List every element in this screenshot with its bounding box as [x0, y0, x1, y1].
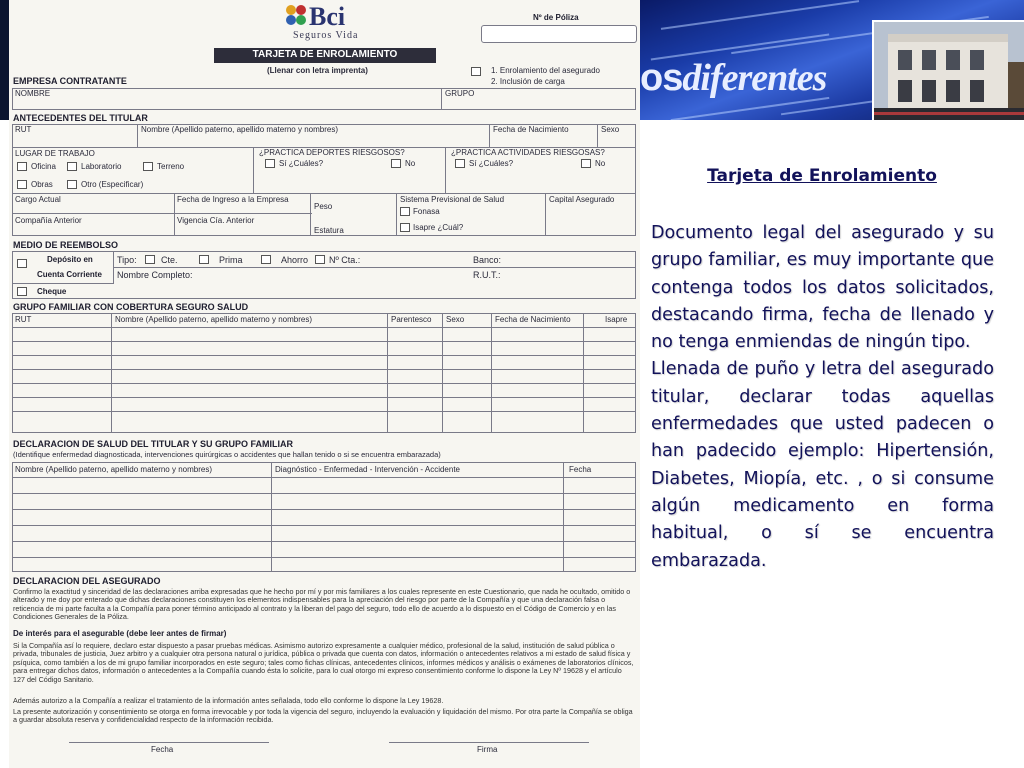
grupo-col-sexo: Sexo — [446, 315, 465, 324]
divider — [174, 193, 175, 236]
grupo-col-rut: RUT — [15, 315, 32, 324]
table-row — [12, 355, 636, 356]
terreno-checkbox[interactable] — [143, 162, 153, 171]
ncta-label: Nº Cta.: — [329, 255, 361, 265]
cheque-label: Cheque — [37, 287, 67, 296]
fecha-signature-line — [69, 742, 269, 743]
fecha-signature-label: Fecha — [151, 745, 174, 754]
divider — [545, 193, 546, 236]
cte-label: Cte. — [161, 255, 178, 265]
divider — [583, 313, 584, 433]
compania-label: Compañía Anterior — [15, 216, 82, 225]
divider — [12, 213, 312, 214]
nombre-completo-label: Nombre Completo: — [117, 270, 193, 280]
firma-signature-label: Firma — [477, 745, 498, 754]
deportes-si-checkbox[interactable] — [265, 159, 275, 168]
grupo-table — [12, 313, 636, 433]
divider — [12, 193, 636, 194]
otro-checkbox[interactable] — [67, 180, 77, 189]
ahorro-label: Ahorro — [281, 255, 309, 265]
table-row — [12, 557, 636, 558]
salud-subtitle: (Identifique enfermedad diagnosticada, intervenciones quirúrgicas o accidentes que hallan tenido o si se encuentra embarazada) — [13, 450, 441, 459]
vigencia-label: Vigencia Cía. Anterior — [177, 216, 255, 225]
deportes-no-checkbox[interactable] — [391, 159, 401, 168]
fonasa-label: Fonasa — [413, 207, 440, 216]
table-row — [12, 397, 636, 398]
table-row — [12, 341, 636, 342]
reembolso-rut-label: R.U.T.: — [473, 270, 501, 280]
divider — [137, 124, 138, 147]
form-subtitle: (Llenar con letra imprenta) — [267, 66, 368, 75]
deposito-checkbox[interactable] — [17, 259, 27, 268]
grupo-col-parentesco: Parentesco — [391, 315, 432, 324]
actividades-no-label: No — [595, 159, 606, 168]
building-icon — [874, 22, 1024, 120]
salud-table — [12, 462, 636, 572]
nombre-label: Nombre (Apellido paterno, apellido materno y nombres) — [141, 125, 338, 134]
capital-label: Capital Asegurado — [549, 195, 615, 204]
prima-checkbox[interactable] — [199, 255, 209, 264]
divider — [387, 313, 388, 433]
divider — [113, 267, 636, 268]
declaracion-p2: Si la Compañía así lo requiere, declaro estar dispuesto a pasar pruebas médicas. Asimismo autorizo expresamente a cualquier médico, profesional de la salud, institución de salud pública o privada, tribunales de justicia, Juez arbitro y a cualquier otra persona natural o jurídica, pública o privada que cuenta con datos, información o antecedentes relativos a mi estado de salud física y psíquica, como también a los de mi grupo familiar incorporados en este seguro; tales como fichas clínicas, antecedentes clínicos, informes médicos y análisis o exámenes de laboratorios clínicos, para entregar dichos datos, información o antecedentes a la Compañía cuando ésta lo solicite, para lo cual otorgo mi expreso consentimiento conforme lo dispone la Ley Nº 19628 y el artículo 127 del Código Sanitario. — [13, 641, 634, 684]
poliza-field[interactable] — [481, 25, 637, 43]
bci-logo-icon — [285, 4, 307, 26]
divider — [253, 147, 254, 193]
ahorro-checkbox[interactable] — [261, 255, 271, 264]
logo-subtitle: Seguros Vida — [293, 30, 359, 41]
empresa-title: EMPRESA CONTRATANTE — [13, 76, 127, 86]
fecha-nac-label: Fecha de Nacimiento — [493, 125, 569, 134]
titular-title: ANTECEDENTES DEL TITULAR — [13, 113, 148, 123]
divider — [310, 193, 311, 236]
table-row — [12, 411, 636, 412]
option-2: 2. Inclusión de carga — [491, 77, 565, 86]
laboratorio-checkbox[interactable] — [67, 162, 77, 171]
divider — [489, 124, 490, 147]
fonasa-checkbox[interactable] — [400, 207, 410, 216]
table-row — [12, 383, 636, 384]
grupo-col-isapre: Isapre — [605, 315, 628, 324]
divider — [597, 124, 598, 147]
cargo-label: Cargo Actual — [15, 195, 61, 204]
reembolso-title: MEDIO DE REEMBOLSO — [13, 240, 119, 250]
grupo-title: GRUPO FAMILIAR CON COBERTURA SEGURO SALUD — [13, 302, 249, 312]
lugar-label: LUGAR DE TRABAJO — [15, 149, 95, 158]
description-text — [651, 220, 994, 575]
option-1: 1. Enrolamiento del asegurado — [491, 66, 600, 75]
paragraph-1: Documento legal del asegurado y su grupo familiar, es muy importante que contenga todos los datos solicitados, destacando firma, fecha de llenado y no tenga enmiendas de ningún tipo. — [651, 223, 994, 353]
fecha-ingreso-label: Fecha de Ingreso a la Empresa — [177, 195, 289, 204]
salud-col-nombre: Nombre (Apellido paterno, apellido materno y nombres) — [15, 465, 212, 474]
empresa-box[interactable] — [12, 88, 636, 110]
isapre-label: Isapre ¿Cuál? — [413, 223, 464, 232]
divider — [491, 313, 492, 433]
cte-checkbox[interactable] — [145, 255, 155, 264]
salud-col-diagnostico: Diagnóstico - Enfermedad - Intervención - Accidente — [275, 465, 460, 474]
ncta-checkbox[interactable] — [315, 255, 325, 264]
deposito-label: Depósito en — [47, 255, 93, 264]
rut-label: RUT — [15, 125, 32, 134]
divider — [442, 313, 443, 433]
declaracion-title: DECLARACION DEL ASEGURADO — [13, 576, 161, 586]
divider — [445, 147, 446, 193]
logo-text: Bci — [309, 2, 346, 31]
cuenta-label: Cuenta Corriente — [37, 270, 102, 279]
left-decor-strip — [0, 0, 9, 120]
divider — [12, 283, 114, 284]
obras-checkbox[interactable] — [17, 180, 27, 189]
banner-tagline — [640, 56, 826, 100]
paragraph-2: Llenada de puño y letra del asegurado titular, declarar todas aquellas enfermedades que usted padecen o han padecido ejemplo: Hipertensión, Diabetes, Miopía, etc. , o si consume algún medicamento en forma habitual, o sí se encuentra embarazada. — [651, 359, 994, 571]
table-row — [12, 327, 636, 328]
table-row — [12, 509, 636, 510]
isapre-checkbox[interactable] — [400, 223, 410, 232]
interes-title: De interés para el asegurable (debe leer antes de firmar) — [13, 629, 227, 638]
table-row — [12, 369, 636, 370]
empresa-grupo-label: GRUPO — [445, 89, 475, 98]
table-row — [12, 541, 636, 542]
estatura-label: Estatura — [314, 226, 344, 235]
tipo-label: Tipo: — [117, 255, 137, 265]
actividades-si-label: Sí ¿Cuáles? — [469, 159, 514, 168]
deportes-label: ¿PRACTICA DEPORTES RIESGOSOS? — [259, 148, 405, 157]
deportes-no-label: No — [405, 159, 416, 168]
divider — [111, 313, 112, 433]
grupo-col-fecha: Fecha de Nacimiento — [495, 315, 571, 324]
declaracion-p3: Además autorizo a la Compañía a realizar el tratamiento de la información antes señalada, todo ello conforme lo dispone la Ley 19628. — [13, 696, 444, 705]
page-title: Tarjeta de Enrolamiento — [707, 166, 937, 186]
declaracion-p4: La presente autorización y consentimiento se otorga en forma irrevocable y por toda la vigencia del seguro, incluyendo la evaluación y liquidación del mismo. Por otra parte la Compañía se obliga a guardar absoluta reserva y confidencialidad respecto de la información recibida. — [13, 707, 633, 725]
deportes-si-label: Sí ¿Cuáles? — [279, 159, 324, 168]
divider — [271, 462, 272, 572]
banner-tagline-a: os — [640, 57, 683, 99]
obras-label: Obras — [31, 180, 53, 189]
cheque-checkbox[interactable] — [17, 287, 27, 296]
actividades-no-checkbox[interactable] — [581, 159, 591, 168]
otro-label: Otro (Especificar) — [81, 180, 144, 189]
declaracion-p1: Confirmo la exactitud y sinceridad de las declaraciones arriba expresadas que he hecho por mí y por mis familiares a los cuales represente en este Cuestionario, que nada he ocultado, omitido o alterado y me doy por enterado que dichas declaraciones constituyen los elementos indispensables para la apreciación del riesgo por parte de la Compañía y que una declaración falsa o reticencia de mi parte faculta a la Compañía para poner término anticipado al contrato y la liberan del pago del seguro, todo ello de acuerdo a lo dispuesto en el Código de Comercio y en las Condiciones Generales de la Póliza. — [13, 587, 631, 622]
building-photo — [872, 20, 1024, 120]
sexo-label: Sexo — [601, 125, 620, 134]
banco-label: Banco: — [473, 255, 502, 265]
oficina-checkbox[interactable] — [17, 162, 27, 171]
actividades-si-checkbox[interactable] — [455, 159, 465, 168]
table-row — [12, 493, 636, 494]
prima-label: Prima — [219, 255, 243, 265]
grupo-col-nombre: Nombre (Apellido paterno, apellido materno y nombres) — [115, 315, 312, 324]
enrollment-form-scan — [9, 0, 640, 768]
terreno-label: Terreno — [157, 162, 185, 171]
divider — [563, 462, 564, 572]
divider — [396, 193, 397, 236]
salud-title: DECLARACION DE SALUD DEL TITULAR Y SU GRUPO FAMILIAR — [13, 439, 294, 449]
poliza-label: Nº de Póliza — [533, 13, 579, 22]
form-title: TARJETA DE ENROLAMIENTO — [214, 48, 436, 63]
banner-tagline-b: diferentes — [682, 57, 827, 99]
peso-label: Peso — [314, 202, 333, 211]
divider — [441, 88, 442, 110]
table-row — [12, 525, 636, 526]
sistema-label: Sistema Previsional de Salud — [400, 195, 505, 204]
actividades-label: ¿PRACTICA ACTIVIDADES RIESGOSAS? — [451, 148, 605, 157]
laboratorio-label: Laboratorio — [81, 162, 122, 171]
firma-signature-line — [389, 742, 589, 743]
empresa-nombre-label: NOMBRE — [15, 89, 51, 98]
salud-col-fecha: Fecha — [569, 465, 592, 474]
oficina-label: Oficina — [31, 162, 56, 171]
table-row — [12, 477, 636, 478]
enrolamiento-checkbox[interactable] — [471, 67, 481, 76]
